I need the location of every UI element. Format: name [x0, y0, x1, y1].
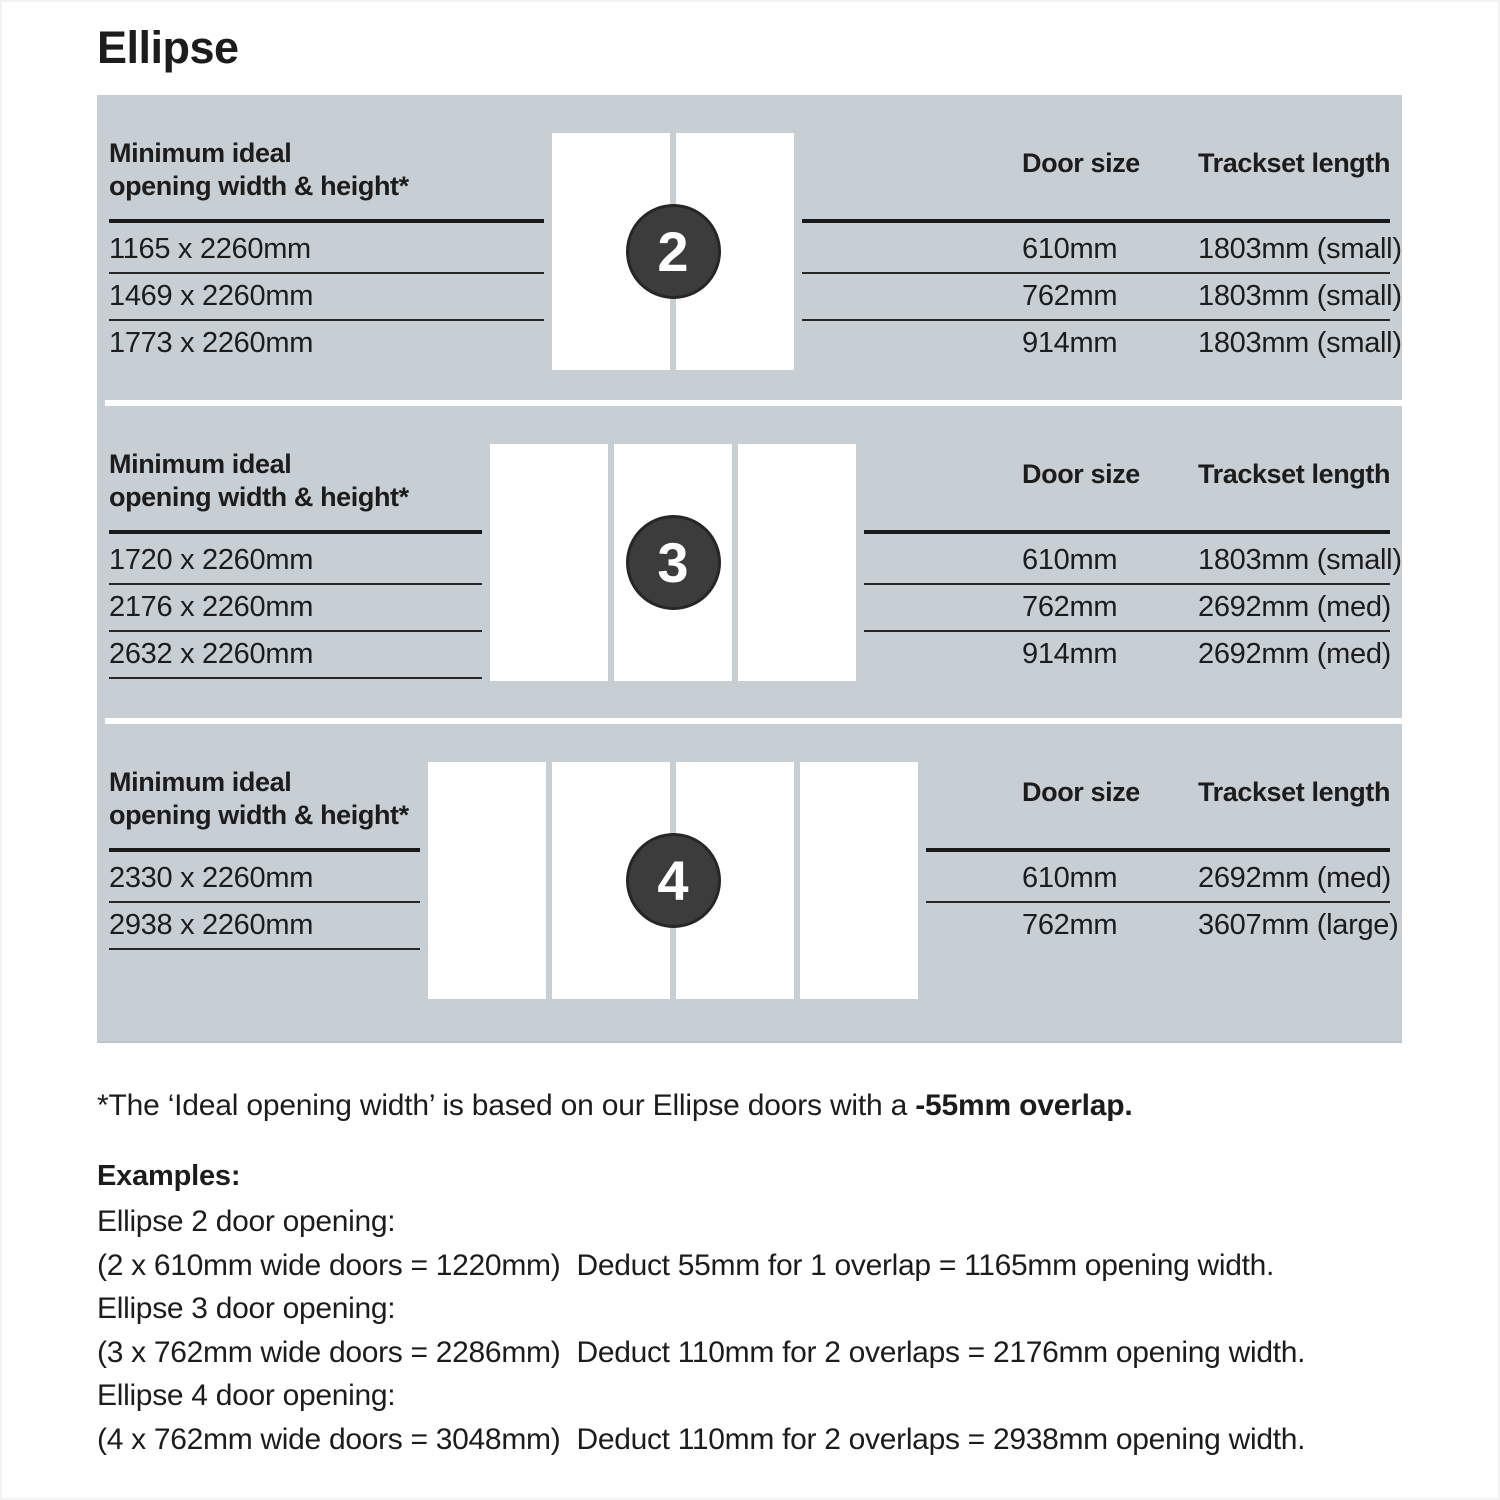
opening-size-cell: 1165 x 2260mm	[109, 227, 544, 274]
size-table	[802, 95, 1402, 400]
door-size-cell: 610mm	[1022, 862, 1118, 894]
opening-size-cell: 1469 x 2260mm	[109, 274, 544, 321]
trackset-col-header: Trackset length	[1198, 459, 1391, 489]
size-table-header-rule	[864, 530, 1390, 534]
left-header-line1: Minimum ideal	[109, 449, 292, 479]
size-table-header	[926, 776, 1390, 808]
door-section-2	[97, 95, 1402, 400]
door-size-col-header: Door size	[1022, 777, 1140, 807]
size-table-rows	[802, 227, 1402, 368]
examples-list	[97, 1200, 1480, 1461]
trackset-length-cell: 1803mm (small)	[1198, 280, 1402, 312]
door-section-4	[97, 724, 1402, 1043]
left-header-rule	[109, 848, 420, 852]
door-size-cell: 762mm	[1022, 591, 1118, 623]
left-column-header	[109, 766, 409, 832]
trackset-length-cell: 1803mm (small)	[1198, 327, 1402, 359]
example-label: Ellipse 4 door opening:	[97, 1379, 396, 1412]
size-table-row	[802, 227, 1402, 274]
size-table	[926, 724, 1399, 1043]
trackset-col-header: Trackset length	[1198, 148, 1391, 178]
door-panel	[490, 444, 608, 681]
row-spacer	[864, 585, 1022, 630]
left-column-header	[109, 448, 409, 514]
example-label: Ellipse 3 door opening:	[97, 1292, 396, 1325]
row-spacer	[926, 856, 1022, 901]
size-table-row	[802, 321, 1402, 368]
footnote	[97, 1088, 1133, 1124]
examples-heading: Examples:	[97, 1160, 241, 1192]
door-size-cell: 762mm	[1022, 280, 1118, 312]
opening-size-rows	[109, 856, 420, 950]
row-spacer	[864, 538, 1022, 583]
size-table-row	[926, 856, 1390, 903]
trackset-length-cell: 2692mm (med)	[1198, 862, 1392, 894]
left-column-header	[109, 137, 409, 203]
door-panel	[738, 444, 856, 681]
door-size-cell: 914mm	[1022, 638, 1118, 670]
door-size-cell: 610mm	[1022, 233, 1118, 265]
left-header-line1: Minimum ideal	[109, 767, 292, 797]
size-table-rows	[926, 856, 1399, 950]
size-table-header	[864, 458, 1390, 490]
trackset-length-cell: 2692mm (med)	[1198, 638, 1392, 670]
example-calc: (2 x 610mm wide doors = 1220mm) Deduct 55mm for 1 overlap = 1165mm opening width.	[97, 1248, 1275, 1282]
door-size-cell: 610mm	[1022, 544, 1118, 576]
opening-size-column	[109, 724, 420, 1043]
section-separator	[105, 400, 1402, 406]
door-count-badge: 4	[626, 833, 721, 928]
opening-size-column	[109, 406, 482, 718]
size-table-row	[926, 903, 1399, 950]
row-spacer	[802, 274, 1022, 319]
door-size-col-header: Door size	[1022, 148, 1140, 178]
door-count-badge: 3	[626, 515, 721, 610]
opening-size-rows	[109, 538, 482, 679]
header-spacer	[802, 147, 1022, 179]
example-calc: (4 x 762mm wide doors = 3048mm) Deduct 110mm for 2 overlaps = 2938mm opening width.	[97, 1422, 1306, 1456]
left-header-rule	[109, 530, 482, 534]
door-size-col-header: Door size	[1022, 459, 1140, 489]
opening-size-column	[109, 95, 544, 400]
size-table-row	[864, 538, 1402, 585]
header-spacer	[864, 458, 1022, 490]
trackset-length-cell: 2692mm (med)	[1198, 591, 1392, 623]
section-separator	[105, 718, 1402, 724]
trackset-length-cell: 3607mm (large)	[1198, 909, 1399, 941]
size-table-row	[802, 274, 1402, 321]
opening-size-cell: 1773 x 2260mm	[109, 327, 314, 359]
size-table	[864, 406, 1402, 718]
left-header-line2: opening width & height*	[109, 482, 409, 512]
door-size-cell: 762mm	[1022, 909, 1118, 941]
opening-size-cell: 2632 x 2260mm	[109, 632, 482, 679]
footnote-bold: -55mm overlap.	[915, 1089, 1133, 1122]
footnote-text: *The ‘Ideal opening width’ is based on our Ellipse doors with a	[97, 1089, 916, 1122]
example-label: Ellipse 2 door opening:	[97, 1205, 396, 1238]
header-spacer	[926, 776, 1022, 808]
left-header-line1: Minimum ideal	[109, 138, 292, 168]
row-spacer	[802, 227, 1022, 272]
spec-panel	[97, 95, 1402, 1043]
opening-size-cell: 2938 x 2260mm	[109, 903, 420, 950]
trackset-col-header: Trackset length	[1198, 777, 1391, 807]
row-spacer	[926, 903, 1022, 950]
left-header-line2: opening width & height*	[109, 171, 409, 201]
door-section-3	[97, 406, 1402, 718]
door-count-badge: 2	[626, 204, 721, 299]
opening-size-cell: 1720 x 2260mm	[109, 538, 482, 585]
opening-size-rows	[109, 227, 544, 368]
example-calc: (3 x 762mm wide doors = 2286mm) Deduct 110mm for 2 overlaps = 2176mm opening width.	[97, 1335, 1306, 1369]
size-table-header-rule	[926, 848, 1390, 852]
row-spacer	[802, 321, 1022, 368]
size-table-row	[864, 632, 1390, 679]
size-table-row	[864, 585, 1390, 632]
door-size-cell: 914mm	[1022, 327, 1118, 359]
size-table-rows	[864, 538, 1402, 679]
trackset-length-cell: 1803mm (small)	[1198, 233, 1402, 265]
size-table-header	[802, 147, 1390, 179]
opening-size-cell: 2176 x 2260mm	[109, 585, 482, 632]
left-header-line2: opening width & height*	[109, 800, 409, 830]
door-panel	[800, 762, 918, 999]
opening-size-cell: 2330 x 2260mm	[109, 856, 420, 903]
door-panel	[428, 762, 546, 999]
left-header-rule	[109, 219, 544, 223]
page-title: Ellipse	[97, 22, 239, 73]
trackset-length-cell: 1803mm (small)	[1198, 544, 1402, 576]
row-spacer	[864, 632, 1022, 679]
size-table-header-rule	[802, 219, 1390, 223]
